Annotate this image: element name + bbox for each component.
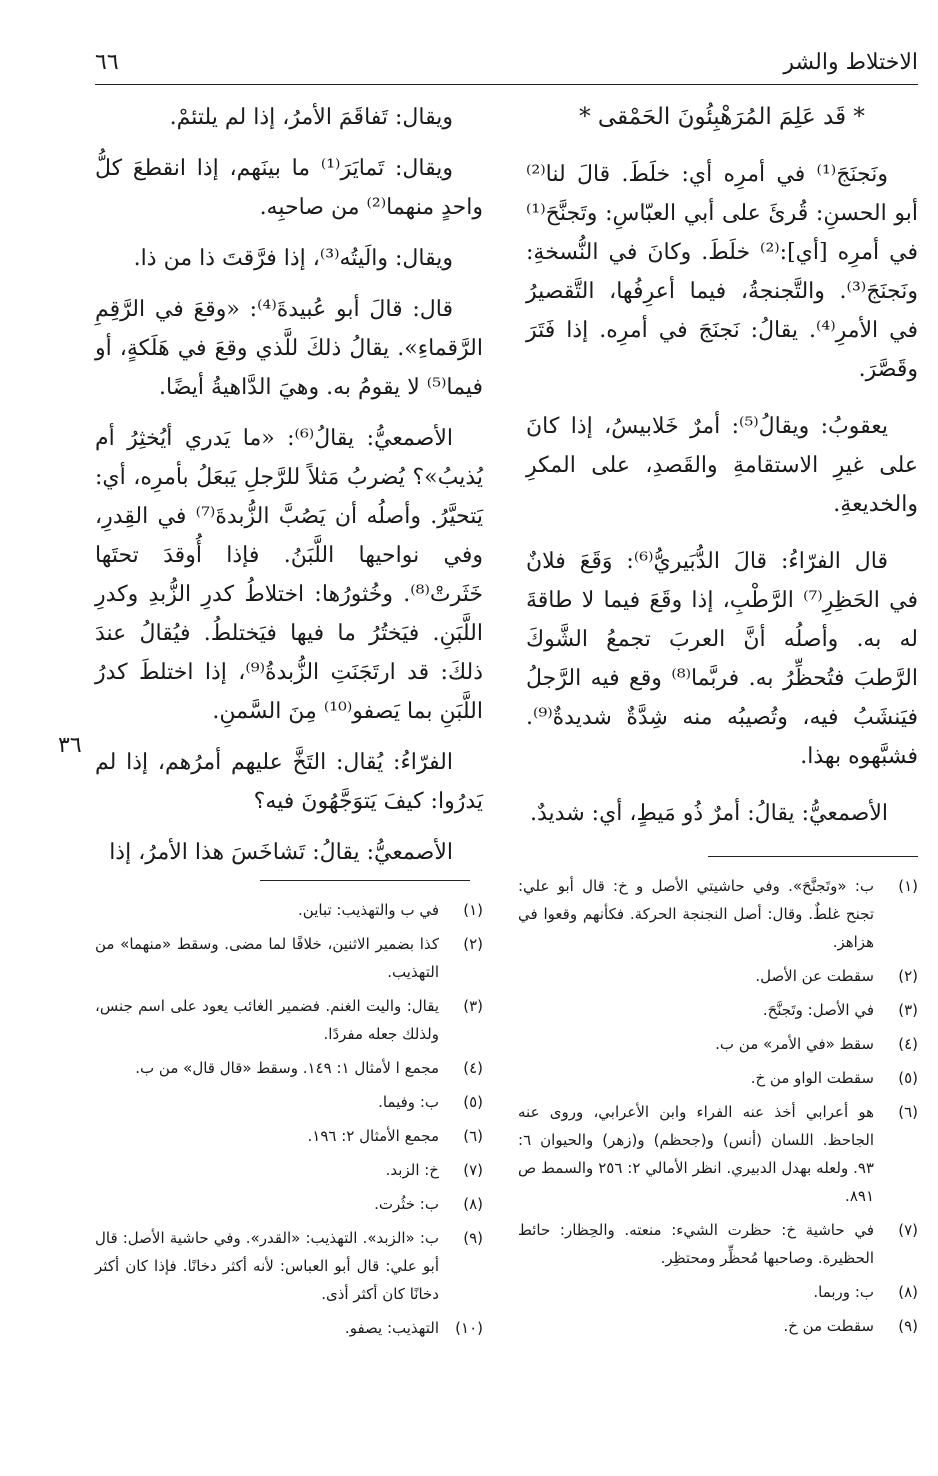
- footnote: [95, 992, 483, 1048]
- paragraph: ونَجنَجَ⁽¹⁾ في أمرِه أي: خلَطَ. قالَ لنا⁽²⁾ أبو الحسنِ: قُرئَ على أبي العبّاسِ: وتَجنَّحَ⁽¹⁾ في أمرِه [أي]:⁽²⁾ خلَطَ. وكانَ في النُّسخةِ: ونَجنَجَ⁽³⁾. والتَّجنجةُ، فيما أعرِفُها، التَّقصيرُ في الأمرِ⁽⁴⁾. يقالُ: نَجنَجَ في أمرِه. إذا فَتَرَ وقَصَّرَ.: [526, 162, 919, 382]
- verse-line: * قَد عَلِمَ المُرَهْبِئُونَ الحَمْقى *: [579, 104, 865, 130]
- paragraph: ويقال: والَيتُه⁽³⁾، إذا فرَّقتَ ذا من ذا.: [133, 246, 453, 271]
- footnote-number: (٥): [898, 1069, 918, 1087]
- footnote-number: (٧): [463, 1161, 483, 1179]
- footnote-text: ب: «وتَجنَّحَ». وفي حاشيتي الأصل و خ: قال أبو علي: تجنح غلطٌ. وقال: أصل النجنجة الحركة. فكأنهم وقعوا في هزاهز.: [518, 877, 874, 951]
- right-footnotes: [518, 872, 918, 1346]
- footnote-number: (٤): [898, 1035, 918, 1053]
- footnote-number: (٦): [898, 1103, 918, 1121]
- footnote: [95, 1190, 483, 1218]
- footnote-text: ب: «الزبد». التهذيب: «القدر». وفي حاشية الأصل: قال أبو علي: قال أبو العباس: لأنه أكثر دخانًا. فإذا كان أكثر دخانًا كان أكثر أذى.: [95, 1229, 439, 1303]
- footnote-number: (٣): [898, 1001, 918, 1019]
- page-header: [95, 40, 918, 84]
- footnote-number: (١): [898, 877, 918, 895]
- footnote-text: سقطت الواو من خ.: [750, 1069, 874, 1087]
- footnote-text: ب: وربما.: [813, 1283, 874, 1301]
- paragraph: يعقوبُ: ويقالُ⁽⁵⁾: أمرٌ خَلابيسُ، إذا كانَ على غيرِ الاستقامةِ والقَصدِ، على المكرِ والخديعةِ.: [526, 414, 918, 517]
- footnote: [95, 1122, 483, 1150]
- footnote: [518, 1030, 918, 1058]
- footnote-number: (٣): [463, 997, 483, 1015]
- footnote-text: سقطت عن الأصل.: [755, 967, 874, 985]
- paragraph: ويقال: تَفاقَمَ الأمرُ، إذا لم يلتئمْ.: [169, 105, 453, 130]
- footnote-text: التهذيب: يصفو.: [344, 1319, 439, 1337]
- footnote: [518, 1278, 918, 1306]
- footnote-text: سقطت من خ.: [783, 1317, 874, 1335]
- footnote-separator: [260, 880, 470, 881]
- footnote-number: (٧): [898, 1221, 918, 1239]
- footnote: [518, 996, 918, 1024]
- footnote-text: كذا بضمير الاثنين، خلافًا لما مضى. وسقط «منهما» من التهذيب.: [95, 935, 439, 981]
- footnote-separator: [708, 856, 918, 857]
- footnote-number: (٨): [463, 1195, 483, 1213]
- footnote-text: في ب والتهذيب: تباين.: [298, 901, 439, 919]
- paragraph: قال الفرّاءُ: قالَ الدُّبَيريُّ⁽⁶⁾: وَقَعَ فلانٌ في الحَظِرِ⁽⁷⁾ الرَّطْبِ، إذا وقَعَ فيما لا طاقةَ له به. وأصلُه أنَّ العربَ تجمعُ الشَّوكَ الرَّطبَ فتُحظِّرُ به. فربَّما⁽⁸⁾ وقع فيه الرَّجلُ فيَنشَبُ فيه، وتُصيبُه منه شِدَّةٌ شديدةٌ⁽⁹⁾. فشبَّهوه بهذا.: [526, 549, 918, 769]
- footnote-number: (٤): [463, 1059, 483, 1077]
- footnote-text: يقال: واليت الغنم. فضمير الغائب يعود على اسم جنس، ولذلك جعله مفردًا.: [95, 997, 439, 1043]
- footnote-text: مجمع ا لأمثال ١: ١٤٩. وسقط «قال قال» من ب.: [135, 1059, 439, 1077]
- footnote-number: (٢): [898, 967, 918, 985]
- footnote: [518, 1098, 918, 1210]
- paragraph: الأصمعيُّ: يقالُ: أمرٌ ذُو مَيطٍ، أي: شديدٌ.: [530, 801, 888, 826]
- footnote: [518, 1216, 918, 1272]
- footnote-text: سقط «في الأمر» من ب.: [715, 1035, 874, 1053]
- footnote-number: (١٠): [455, 1319, 483, 1337]
- header-rule: [95, 84, 918, 85]
- footnote-number: (٢): [463, 935, 483, 953]
- footnote-text: ب: وفيما.: [378, 1093, 439, 1111]
- running-title: الاختلاط والشر: [783, 50, 918, 75]
- page-number: ٦٦: [95, 50, 119, 75]
- left-text-column: [95, 98, 483, 884]
- footnote: [95, 1314, 483, 1342]
- footnote-number: (٥): [463, 1093, 483, 1111]
- margin-folio-number: ٣٦: [58, 733, 82, 758]
- right-text-column: [526, 98, 918, 851]
- footnote-text: في الأصل: وتَجنَّحَ.: [762, 1001, 874, 1019]
- footnote-number: (١): [463, 901, 483, 919]
- paragraph: قال: قالَ أبو عُبيدةَ⁽⁴⁾: «وقعَ في الرَّقِمِ الرَّقماءِ». يقالُ ذلكَ للَّذي وقعَ في هَلَكةٍ، أو فيما⁽⁵⁾ لا يقومُ به. وهيَ الدَّاهيةُ أيضًا.: [95, 297, 483, 400]
- footnote: [95, 896, 483, 924]
- footnote: [95, 930, 483, 986]
- footnote: [95, 1224, 483, 1308]
- footnote-number: (٩): [463, 1229, 483, 1247]
- paragraph: الفرّاءُ: يُقال: التَخَّ عليهم أمرُهم، إذا لم يَدرُوا: كيفَ يَتوَجَّهُونَ فيه؟: [95, 750, 483, 814]
- footnote-text: خ: الزبد.: [385, 1161, 439, 1179]
- footnote-text: مجمع الأمثال ٢: ١٩٦.: [307, 1127, 439, 1145]
- footnote: [95, 1156, 483, 1184]
- footnote: [518, 1312, 918, 1340]
- footnote-text: في حاشية خ: حظرت الشيء: منعته. والحِظار: حائط الحظيرة. وصاحبها مُحظِّر ومحتظِر.: [518, 1221, 874, 1267]
- footnote-number: (٦): [463, 1127, 483, 1145]
- footnote-number: (٩): [898, 1317, 918, 1335]
- paragraph: الأصمعيُّ: يقالُ: تَشاخَسَ هذا الأمرُ، إذا: [109, 840, 453, 865]
- footnote: [518, 872, 918, 956]
- footnote: [518, 962, 918, 990]
- footnote-text: ب: خثُرت.: [374, 1195, 439, 1213]
- footnote: [95, 1054, 483, 1082]
- footnote-text: هو أعرابي أخذ عنه الفراء وابن الأعرابي، وروى عنه الجاحظ. اللسان (أنس) و(جحظم) و(زهر) والحيوان ٦: ٩٣. ولعله بهدل الدبيري. انظر الأمالي ٢: ٢٥٦ والسمط ص ٨٩١.: [518, 1103, 874, 1205]
- footnote: [95, 1088, 483, 1116]
- left-footnotes: [95, 896, 483, 1348]
- paragraph: ويقال: تَمايَرَ⁽¹⁾ ما بينَهم، إذا انقطعَ كلُّ واحدٍ منهما⁽²⁾ من صاحبِه.: [95, 156, 483, 220]
- paragraph: الأصمعيُّ: يقالُ⁽⁶⁾: «ما يَدري أيُخثِرُ أم يُذيبُ»؟ يُضربُ مَثلاً للرَّجلِ يَبعَلُ بأمرِه، أي: يَتحيَّرُ. وأصلُه أن يَصُبَّ الزُّبدةَ⁽⁷⁾ في القِدرِ، وفي نواحيها اللَّبَنُ. فإذا أُوقدَ تحتَها خَثَرتْ⁽⁸⁾. وخُثورُها: اختلاطُ كدرِ الزُّبدِ وكدرِ اللَّبَنِ. فيَختُرُ ما فيها فيَختلطُ. فيُقالُ عندَ ذلكَ: قد ارتَجَنَتِ الزُّبدةُ⁽⁹⁾، إذا اختلطَ كدرُ اللَّبَنِ بما يَصفو⁽¹⁰⁾ مِنَ السَّمنِ.: [95, 426, 484, 724]
- footnote-number: (٨): [898, 1283, 918, 1301]
- footnote: [518, 1064, 918, 1092]
